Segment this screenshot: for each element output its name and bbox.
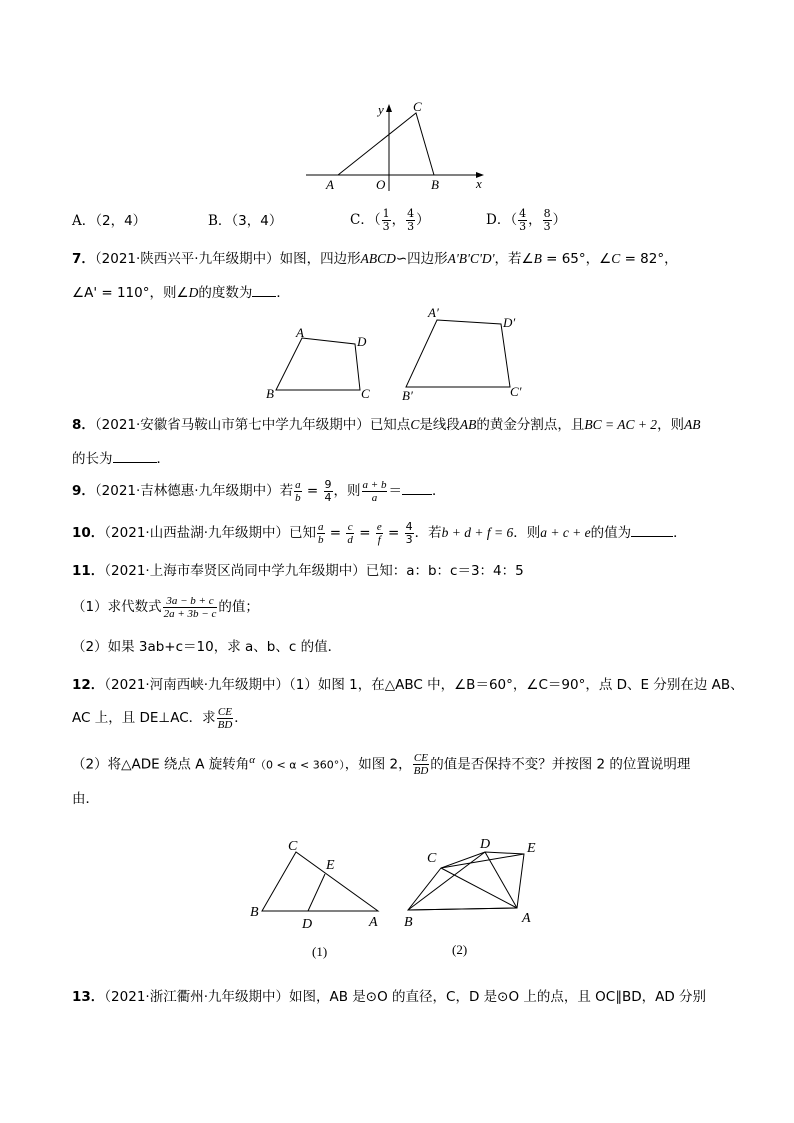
q12-figures <box>240 832 560 966</box>
q12-source: （2021·河南西峡·九年级期中） <box>104 677 289 693</box>
svg-text:B: B <box>250 905 259 920</box>
q8-answer-blank[interactable] <box>113 450 157 463</box>
q12-frac2: $\frac{CE}{BD}$ <box>413 752 429 777</box>
q6-figure <box>300 96 500 196</box>
svg-text:A′: A′ <box>428 305 439 320</box>
triangle-abc <box>338 113 434 175</box>
q13-line1: 13．（2021·浙江衢州·九年级期中）如图，AB 是⊙O 的直径，C，D 是⊙O 上的点，且 OC∥BD，AD 分别 <box>72 989 707 1005</box>
q7-figure <box>260 300 540 408</box>
svg-text:B: B <box>404 915 413 930</box>
option-c[interactable]: C．（ $\frac{1}{3}$ ， $\frac{4}{3}$ ） <box>350 207 430 233</box>
q7-number: 7． <box>72 251 95 267</box>
q9-frac-ab: $\frac{a}{b}$ <box>295 478 301 504</box>
option-c-x: $\frac{1}{3}$ <box>382 207 390 233</box>
svg-text:(1): (1) <box>312 944 328 959</box>
option-b[interactable]: B．（3，4） <box>208 213 283 229</box>
svg-text:A: A <box>522 911 531 926</box>
q10-number: 10． <box>72 525 105 541</box>
option-d[interactable]: D．（ $\frac{4}{3}$ ， $\frac{8}{3}$ ） <box>486 207 567 233</box>
q11-number: 11． <box>72 563 105 579</box>
svg-text:D: D <box>302 917 313 932</box>
q9-source: （2021·吉林德惠·九年级期中） <box>94 483 280 499</box>
y-axis-arrow <box>386 104 392 112</box>
label-y: y <box>378 102 384 117</box>
svg-text:D′: D′ <box>503 315 516 330</box>
svg-text:C: C <box>288 839 298 854</box>
q10-source: （2021·山西盐湖·九年级期中） <box>104 525 289 541</box>
q8-number: 8． <box>72 417 95 433</box>
q12-line3: （2）将△ADE 绕点 A 旋转角$^\alpha$（0 < α < 360°），如图 2， $\frac{CE}{BD}$ 的值是否保持不变？并按图 2 的位置说明理 <box>72 752 691 777</box>
q9-number: 9． <box>72 483 95 499</box>
q7-answer-blank[interactable] <box>252 284 276 297</box>
label-x: x <box>476 176 482 191</box>
q12-line2: AC 上，且 DE⊥AC．求 $\frac{CE}{BD}$ ． <box>72 705 248 731</box>
q12-number: 12． <box>72 677 105 693</box>
svg-text:E: E <box>326 858 335 873</box>
quad-abcd <box>276 338 360 390</box>
q12-frac-ce-bd: $\frac{CE}{BD}$ <box>217 705 233 731</box>
q9-line: 9．（2021·吉林德惠·九年级期中）若 $\frac{a}{b}$ = $\frac{9}{4}$ ，则 $\frac{a + b}{a}$ ＝ ． <box>72 477 446 504</box>
svg-text:C′: C′ <box>510 384 522 399</box>
quad-a2b2c2d2 <box>406 320 510 387</box>
svg-text:C: C <box>361 386 370 401</box>
svg-text:B′: B′ <box>402 388 413 403</box>
option-d-x: $\frac{4}{3}$ <box>519 207 527 233</box>
q8-line1: 8．（2021·安徽省马鞍山市第七中学九年级期中）已知点C是线段AB的黄金分割点，且BC = AC + 2，则AB <box>72 417 701 433</box>
svg-text:D: D <box>480 837 491 852</box>
svg-text:E: E <box>527 841 536 856</box>
q7-line2: ∠A' = 110°，则∠D的度数为 ． <box>72 285 290 301</box>
fig1-triangle <box>262 852 378 911</box>
q13-number: 13． <box>72 989 105 1005</box>
q11-part1: （1）求代数式 $\frac{3a - b + c}{2a + 3b - c}$ 的值； <box>72 594 259 620</box>
label-c: C <box>413 99 422 114</box>
q9-answer-blank[interactable] <box>402 482 432 495</box>
svg-text:B: B <box>266 386 274 401</box>
q10-line: 10．（2021·山西盐湖·九年级期中）已知 $\frac{a}{b}$ = $\frac{c}{d}$ = $\frac{e}{f}$ = $\frac{4}{3}$ ．若b + d + f = 6．则a + c + e的值为 ． <box>72 519 687 546</box>
q13-source: （2021·浙江衢州·九年级期中） <box>104 989 289 1005</box>
q11-line1: 11．（2021·上海市奉贤区尚同中学九年级期中）已知：a：b：c＝3：4：5 <box>72 563 524 579</box>
q9-frac-94: $\frac{9}{4}$ <box>324 477 332 504</box>
q11-source: （2021·上海市奉贤区尚同中学九年级期中） <box>104 563 366 579</box>
q11-part2: （2）如果 3ab+c＝10，求 a、b、c 的值． <box>72 639 342 655</box>
option-d-y: $\frac{8}{3}$ <box>543 207 551 233</box>
q12-line1: 12．（2021·河南西峡·九年级期中）（1）如图 1，在△ABC 中，∠B＝60°，∠C＝90°，点 D、E 分别在边 AB、 <box>72 677 744 693</box>
svg-text:C: C <box>427 851 437 866</box>
svg-text:(2): (2) <box>452 942 468 957</box>
option-c-y: $\frac{4}{3}$ <box>407 207 415 233</box>
fig1-de <box>308 874 325 911</box>
svg-text:D: D <box>357 334 367 349</box>
svg-text:A: A <box>296 325 304 340</box>
label-a: A <box>326 177 334 192</box>
q9-frac-expr: $\frac{a + b}{a}$ <box>362 478 387 504</box>
q8-source: （2021·安徽省马鞍山市第七中学九年级期中） <box>94 417 370 433</box>
label-o: O <box>376 177 386 192</box>
svg-text:A: A <box>369 915 378 930</box>
q7-line1: 7．（2021·陕西兴平·九年级期中）如图，四边形ABCD∽四边形A'B'C'D'，若∠B = 65°，∠C = 82°， <box>72 251 678 267</box>
q8-line2: 的长为 ． <box>72 451 170 467</box>
q12-line4: 由． <box>72 791 99 807</box>
label-b: B <box>431 177 439 192</box>
q11-fraction: $\frac{3a - b + c}{2a + 3b - c}$ <box>163 594 217 620</box>
q10-answer-blank[interactable] <box>631 524 673 537</box>
option-a[interactable]: A．（2，4） <box>72 213 147 229</box>
q7-source: （2021·陕西兴平·九年级期中） <box>94 251 280 267</box>
